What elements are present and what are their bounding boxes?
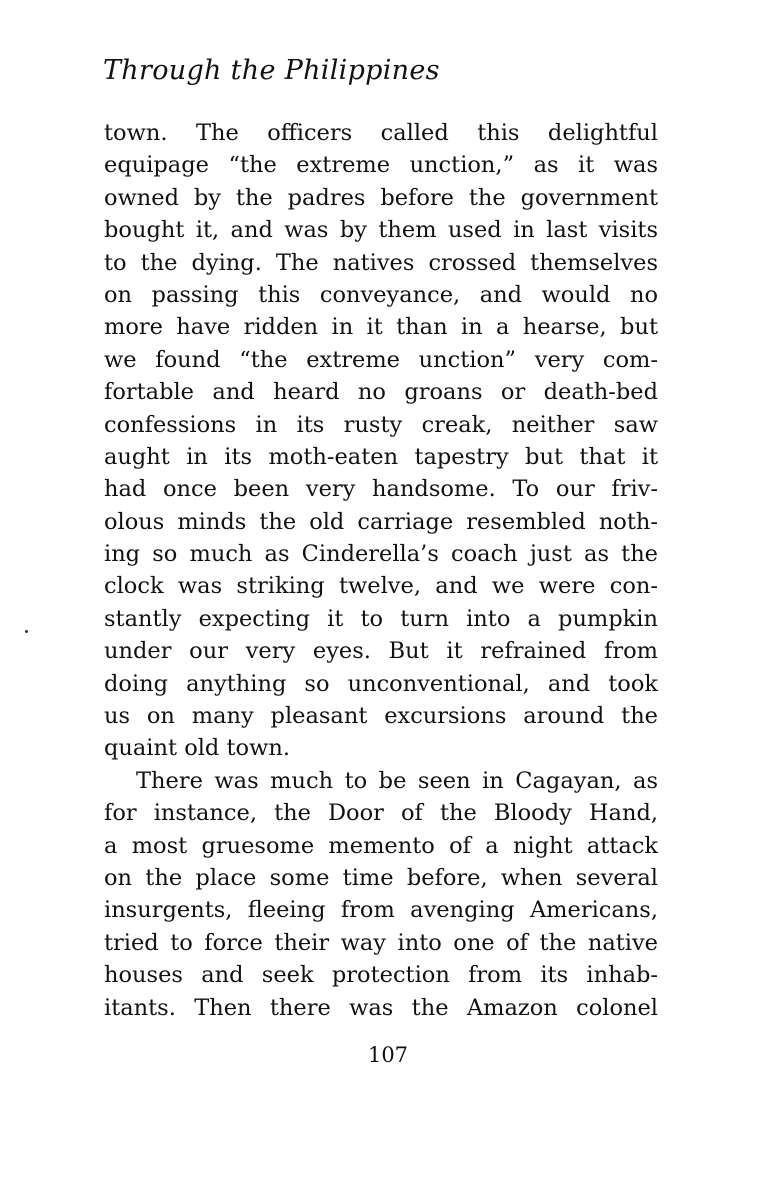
text-line: itants. Then there was the Amazon colonel bbox=[104, 994, 658, 1021]
page-number: 107 bbox=[367, 1043, 409, 1067]
text-line: confessions in its rusty creak, neither saw bbox=[104, 411, 658, 438]
text-line: owned by the padres before the government bbox=[104, 184, 658, 211]
paragraph-1 bbox=[104, 117, 658, 765]
text-line: ing so much as Cinderella’s coach just as the bbox=[104, 541, 658, 568]
text-line: under our very eyes. But it refrained from bbox=[104, 638, 658, 665]
text-line: doing anything so unconventional, and took bbox=[104, 670, 658, 697]
text-line: on the place some time before, when several bbox=[104, 864, 658, 891]
text-line: clock was striking twelve, and we were con- bbox=[104, 573, 658, 600]
text-line: tried to force their way into one of the native bbox=[104, 929, 658, 956]
text-line: olous minds the old carriage resembled noth- bbox=[104, 508, 658, 535]
paragraph-2 bbox=[104, 765, 658, 1024]
text-line: bought it, and was by them used in last visits bbox=[104, 217, 658, 244]
text-line: town. The officers called this delightful bbox=[104, 120, 658, 146]
body-text bbox=[104, 117, 658, 1024]
running-head-title: Through the Philippines bbox=[103, 55, 440, 86]
text-line: for instance, the Door of the Bloody Hand, bbox=[104, 800, 658, 827]
text-line: had once been very handsome. To our friv- bbox=[104, 476, 658, 503]
text-line: a most gruesome memento of a night attack bbox=[104, 832, 658, 859]
text-line: to the dying. The natives crossed themselves bbox=[104, 249, 658, 276]
text-line: us on many pleasant excursions around the bbox=[104, 703, 658, 730]
text-line: on passing this conveyance, and would no bbox=[104, 281, 658, 308]
ink-speck bbox=[25, 630, 28, 633]
text-line: houses and seek protection from its inhab- bbox=[104, 962, 658, 989]
text-line: insurgents, fleeing from avenging Americans, bbox=[104, 897, 658, 924]
text-line: we found “the extreme unction” very com- bbox=[104, 346, 658, 373]
text-line: There was much to be seen in Cagayan, as bbox=[136, 767, 658, 794]
text-line: quaint old town. bbox=[104, 735, 290, 762]
text-line: more have ridden in it than in a hearse, but bbox=[104, 314, 658, 341]
text-line: fortable and heard no groans or death-bed bbox=[104, 379, 658, 406]
text-line: stantly expecting it to turn into a pumpkin bbox=[104, 605, 658, 632]
text-line: equipage “the extreme unction,” as it was bbox=[104, 152, 658, 179]
text-line: aught in its moth-eaten tapestry but that it bbox=[104, 443, 658, 470]
